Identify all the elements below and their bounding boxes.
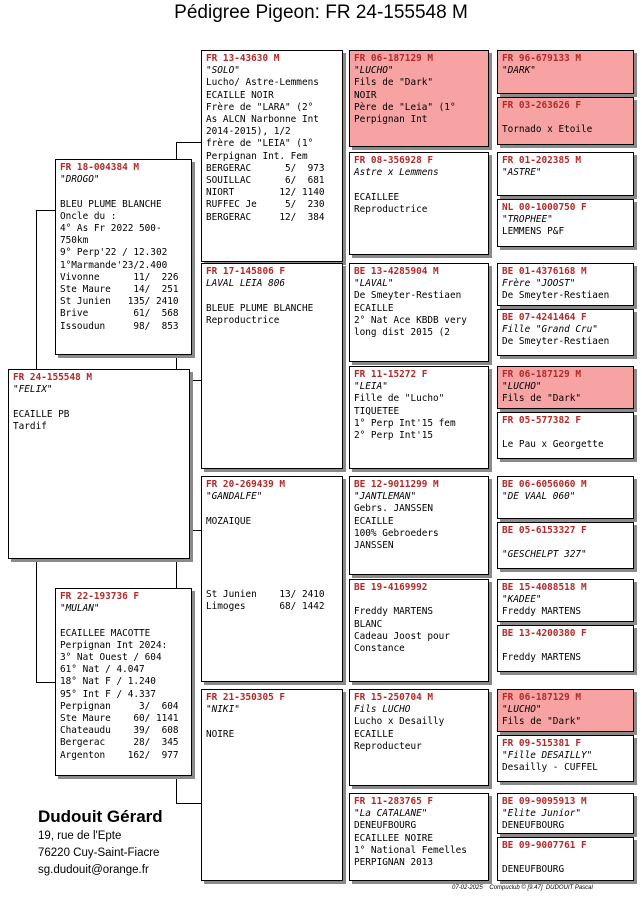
ring-number: FR 22-193736 F: [60, 591, 140, 602]
card-line: Constance: [354, 643, 405, 654]
card-line: ECAILLE: [354, 515, 394, 527]
card-line: Frère de "LARA" (2°: [206, 101, 314, 113]
card-line: Reproductrice: [206, 314, 280, 326]
card-line: As ALCN Narbonne Int: [206, 114, 319, 126]
pigeon-card-g4[interactable]: [497, 199, 634, 247]
ring-number: FR 03-263626 F: [502, 100, 582, 111]
pigeon-card-sds[interactable]: [349, 263, 489, 362]
card-line: Lucho x Desailly: [354, 716, 445, 728]
card-line: St Junien 13/ 2410: [206, 588, 325, 600]
ring-number: BE 13-4200380 F: [502, 628, 587, 639]
card-line: MOZAIQUE: [206, 515, 252, 527]
card-line: long dist 2015 (2: [354, 327, 450, 339]
ring-number: FR 06-187129 M: [502, 692, 582, 703]
card-line: 9° Perp'22 / 12.302: [60, 247, 168, 259]
connector-line: [36, 682, 56, 683]
pigeon-card-sire-dam[interactable]: [201, 263, 343, 469]
pigeon-card-g15[interactable]: [497, 793, 634, 834]
card-line: Reproducteur: [354, 740, 422, 752]
pigeon-name: "TROPHEE": [502, 214, 553, 226]
breeder-email: sg.dudouit@orange.fr: [38, 864, 149, 876]
card-line: ECAILLE: [354, 728, 394, 740]
card-line: ECAILLEE NOIRE: [354, 832, 434, 844]
card-line: 100% Gebroeders: [354, 527, 439, 539]
card-line: 1° Perp Int'15 fem: [354, 417, 456, 429]
ring-number: FR 01-202385 M: [502, 155, 582, 166]
pigeon-name: "LUCHO": [502, 704, 542, 716]
card-line: Fils de "Dark": [502, 393, 582, 405]
card-line: 1°Marmande'23/2.400: [60, 259, 168, 271]
ring-number: FR 18-004384 M: [60, 162, 140, 173]
card-line: Issoudun 98/ 853: [60, 320, 179, 332]
pigeon-name: "JANTLEMAN": [354, 491, 417, 503]
card-line: BERGERAC 5/ 973: [206, 162, 325, 174]
card-line: Brive 61/ 568: [60, 308, 179, 320]
pigeon-card-g7[interactable]: [497, 366, 634, 409]
pigeon-name: LAVAL LEIA 806: [206, 278, 286, 290]
pigeon-name: "DE VAAL 060": [502, 491, 576, 503]
pigeon-name: "Elite Junior": [502, 808, 582, 820]
pigeon-card-g13[interactable]: [497, 689, 634, 732]
pigeon-name: Fille "Grand Cru": [502, 324, 598, 336]
pigeon-card-g6[interactable]: [497, 309, 634, 356]
ring-number: FR 13-43630 M: [206, 53, 280, 64]
ring-number: BE 13-4285904 M: [354, 266, 439, 277]
pigeon-name: "LEIA": [354, 381, 388, 393]
pigeon-name: "DARK": [502, 65, 536, 77]
card-line: frère de "LEIA" (1°: [206, 138, 314, 150]
pigeon-name: "DROGO": [60, 174, 100, 186]
ring-number: BE 05-6153327 F: [502, 525, 587, 536]
pigeon-card-g11[interactable]: [497, 579, 634, 622]
card-line: Reproductrice: [354, 203, 428, 215]
card-line: Gebrs. JANSSEN: [354, 503, 434, 515]
ring-number: FR 08-356928 F: [354, 155, 434, 166]
pigeon-card-sire[interactable]: [55, 159, 192, 355]
ring-number: FR 20-269439 M: [206, 479, 286, 490]
ring-number: BE 06-6056060 M: [502, 479, 587, 490]
ring-number: FR 09-515381 F: [502, 738, 582, 749]
card-line: De Smeyter-Restiaen: [354, 290, 462, 302]
card-line: 2° Perp Int'15: [354, 430, 434, 442]
ring-number: BE 07-4241464 F: [502, 312, 587, 323]
connector-line: [36, 558, 37, 682]
ring-number: FR 05-577382 F: [502, 415, 582, 426]
card-line: ECAILLEE MACOTTE: [60, 627, 151, 639]
card-line: Limoges 68/ 1442: [206, 600, 325, 612]
pigeon-card-dam-dam[interactable]: [201, 689, 343, 881]
card-line: Argenton 162/ 977: [60, 749, 179, 761]
pigeon-card-sss[interactable]: [349, 50, 489, 147]
card-line: Desailly - CUFFEL: [502, 762, 598, 774]
pigeon-name: "LAVAL": [354, 278, 394, 290]
card-line: DENEUFBOURG: [502, 820, 565, 832]
card-line: DENEUFBOURG: [354, 820, 417, 832]
connector-line: [36, 210, 37, 370]
pigeon-card-sdd[interactable]: [349, 366, 489, 469]
card-line: PERPIGNAN 2013: [354, 857, 434, 869]
pigeon-card-g9[interactable]: [497, 476, 634, 519]
pigeon-name: "LUCHO": [502, 381, 542, 393]
card-line: Vivonne 11/ 226: [60, 271, 179, 283]
pigeon-card-g8[interactable]: [497, 412, 634, 459]
card-line: ECAILLE NOIR: [206, 89, 274, 101]
pigeon-name: "FELIX": [13, 384, 53, 396]
pigeon-name: "La CATALANE": [354, 808, 428, 820]
card-line: Perpignan Int. Fem: [206, 150, 308, 162]
card-line: 2014-2015), 1/2: [206, 126, 291, 138]
card-line: Perpignan Int: [354, 114, 428, 126]
footer: [452, 885, 593, 891]
pigeon-card-dsd[interactable]: [349, 579, 489, 682]
pigeon-card-g2[interactable]: [497, 97, 634, 145]
card-line: JANSSEN: [354, 540, 394, 552]
footer-date: 07-02-2025: [452, 885, 483, 891]
page-title: Pédigree Pigeon: FR 24-155548 M: [174, 2, 468, 23]
ring-number: BE 01-4376168 M: [502, 266, 587, 277]
card-line: 95° Int F / 4.337: [60, 688, 156, 700]
pigeon-name: Fils LUCHO: [354, 704, 411, 716]
card-line: De Smeyter-Restiaen: [502, 336, 610, 348]
card-line: Fils de "Dark": [502, 716, 582, 728]
card-line: Lucho/ Astre-Lemmens: [206, 77, 319, 89]
ring-number: FR 06-187129 M: [354, 53, 434, 64]
pigeon-name: "KADEE": [502, 594, 542, 606]
card-line: Tornado x Etoile: [502, 124, 593, 136]
breeder-name: Dudouit Gérard: [38, 807, 163, 826]
card-line: 1° National Femelles: [354, 844, 467, 856]
card-line: Chateaudu 39/ 608: [60, 725, 179, 737]
card-line: Perpignan Int 2024:: [60, 639, 168, 651]
pigeon-card-dds[interactable]: [349, 689, 489, 786]
pigeon-card-ssd[interactable]: [349, 152, 489, 255]
ring-number: FR 24-155548 M: [13, 372, 93, 383]
ring-number: FR 21-350305 F: [206, 692, 286, 703]
card-line: DENEUFBOURG: [502, 864, 565, 876]
card-line: Père de "Leia" (1°: [354, 101, 456, 113]
card-line: Ste Maure 60/ 1141: [60, 713, 179, 725]
pigeon-name: "LUCHO": [354, 65, 394, 77]
connector-line: [176, 775, 177, 803]
card-line: TIQUETEE: [354, 405, 400, 417]
ring-number: BE 12-9011299 M: [354, 479, 439, 490]
breeder-info: [38, 806, 163, 879]
card-line: Oncle du :: [60, 210, 117, 222]
connector-line: [176, 142, 202, 143]
pigeon-card-g3[interactable]: [497, 152, 634, 196]
ring-number: FR 96-679133 M: [502, 53, 582, 64]
card-line: 61° Nat / 4.047: [60, 664, 145, 676]
breeder-address-line: 76220 Cuy-Saint-Fiacre: [38, 847, 160, 859]
pigeon-name: "MULAN": [60, 603, 100, 615]
card-line: Le Pau x Georgette: [502, 439, 604, 451]
pigeon-name: "GANDALFE": [206, 491, 263, 503]
pigeon-name: Frère "JOOST": [502, 278, 576, 290]
card-line: SOUILLAC 6/ 681: [206, 175, 325, 187]
pigeon-card-g1[interactable]: [497, 50, 634, 94]
ring-number: FR 15-250704 M: [354, 692, 434, 703]
pigeon-name: "Fille DESAILLY": [502, 750, 593, 762]
card-line: Tardif: [13, 420, 47, 432]
pigeon-card-subject[interactable]: [8, 369, 190, 559]
card-line: NOIRE: [206, 728, 235, 740]
card-line: ECAILLE PB: [13, 408, 70, 420]
ring-number: BE 15-4088518 M: [502, 582, 587, 593]
card-line: BLEU PLUME BLANCHE: [60, 198, 162, 210]
card-line: 750km: [60, 235, 89, 247]
ring-number: FR 06-187129 M: [502, 369, 582, 380]
pigeon-card-g12[interactable]: [497, 625, 634, 672]
card-line: ECAILLE: [354, 302, 394, 314]
pigeon-name: "GESCHELPT 327": [502, 549, 587, 561]
card-line: ECAILLEE: [354, 191, 400, 203]
pigeon-card-ddd[interactable]: [349, 793, 489, 881]
pigeon-card-g14[interactable]: [497, 735, 634, 782]
pigeon-card-g16[interactable]: [497, 837, 634, 881]
footer-software: Compuclub © [9.47]: [489, 885, 543, 891]
card-line: Ste Maure 14/ 251: [60, 284, 179, 296]
pigeon-card-dss[interactable]: [349, 476, 489, 575]
card-line: 4° As Fr 2022 500-: [60, 223, 162, 234]
card-line: Cadeau Joost pour: [354, 630, 450, 642]
ring-number: BE 09-9007761 F: [502, 840, 587, 851]
pigeon-name: Astre x Lemmens: [354, 167, 439, 179]
pigeon-card-g5[interactable]: [497, 263, 634, 306]
pigeon-card-dam-sire[interactable]: [201, 476, 343, 682]
ring-number: BE 09-9095913 M: [502, 796, 587, 807]
card-line: St Junien 135/ 2410: [60, 296, 179, 308]
card-line: BLEUE PLUME BLANCHE: [206, 302, 314, 314]
connector-line: [176, 142, 177, 160]
breeder-address-line: 19, rue de l'Epte: [38, 830, 122, 842]
footer-user: DUDOUIT Pascal: [545, 885, 593, 891]
ring-number: NL 00-1000750 F: [502, 202, 587, 213]
card-line: RUFFEC Je 5/ 230: [206, 199, 325, 211]
card-line: Freddy MARTENS: [354, 606, 434, 618]
card-line: Freddy MARTENS: [502, 652, 582, 664]
ring-number: FR 17-145806 F: [206, 266, 286, 277]
card-line: Fils de "Dark": [354, 77, 434, 89]
card-line: BERGERAC 12/ 384: [206, 211, 325, 223]
card-line: NIORT 12/ 1140: [206, 187, 325, 199]
pigeon-card-sire-sire[interactable]: [201, 50, 343, 262]
card-line: NOIR: [354, 89, 377, 101]
card-line: BLANC: [354, 618, 383, 630]
card-line: 3° Nat Ouest / 604: [60, 652, 162, 663]
card-line: Perpignan 3/ 604: [60, 700, 179, 712]
ring-number: BE 19-4169992: [354, 582, 428, 593]
card-line: Freddy MARTENS: [502, 606, 582, 618]
pigeon-name: "SOLO": [206, 65, 240, 77]
card-line: Fille de "Lucho": [354, 393, 445, 405]
pigeon-name: "ASTRE": [502, 167, 542, 179]
ring-number: FR 11-15272 F: [354, 369, 428, 380]
ring-number: FR 11-283765 F: [354, 796, 434, 807]
card-line: LEMMENS P&F: [502, 226, 565, 238]
pigeon-card-g10[interactable]: [497, 522, 634, 569]
card-line: De Smeyter-Restiaen: [502, 290, 610, 302]
card-line: Bergerac 28/ 345: [60, 737, 179, 749]
connector-line: [176, 803, 202, 804]
connector-line: [36, 210, 56, 211]
pigeon-card-dam[interactable]: [55, 588, 192, 776]
card-line: 2° Nat Ace KBDB very: [354, 314, 467, 326]
card-line: 18° Nat F / 1.240: [60, 676, 156, 688]
pigeon-name: "NIKI": [206, 704, 240, 716]
